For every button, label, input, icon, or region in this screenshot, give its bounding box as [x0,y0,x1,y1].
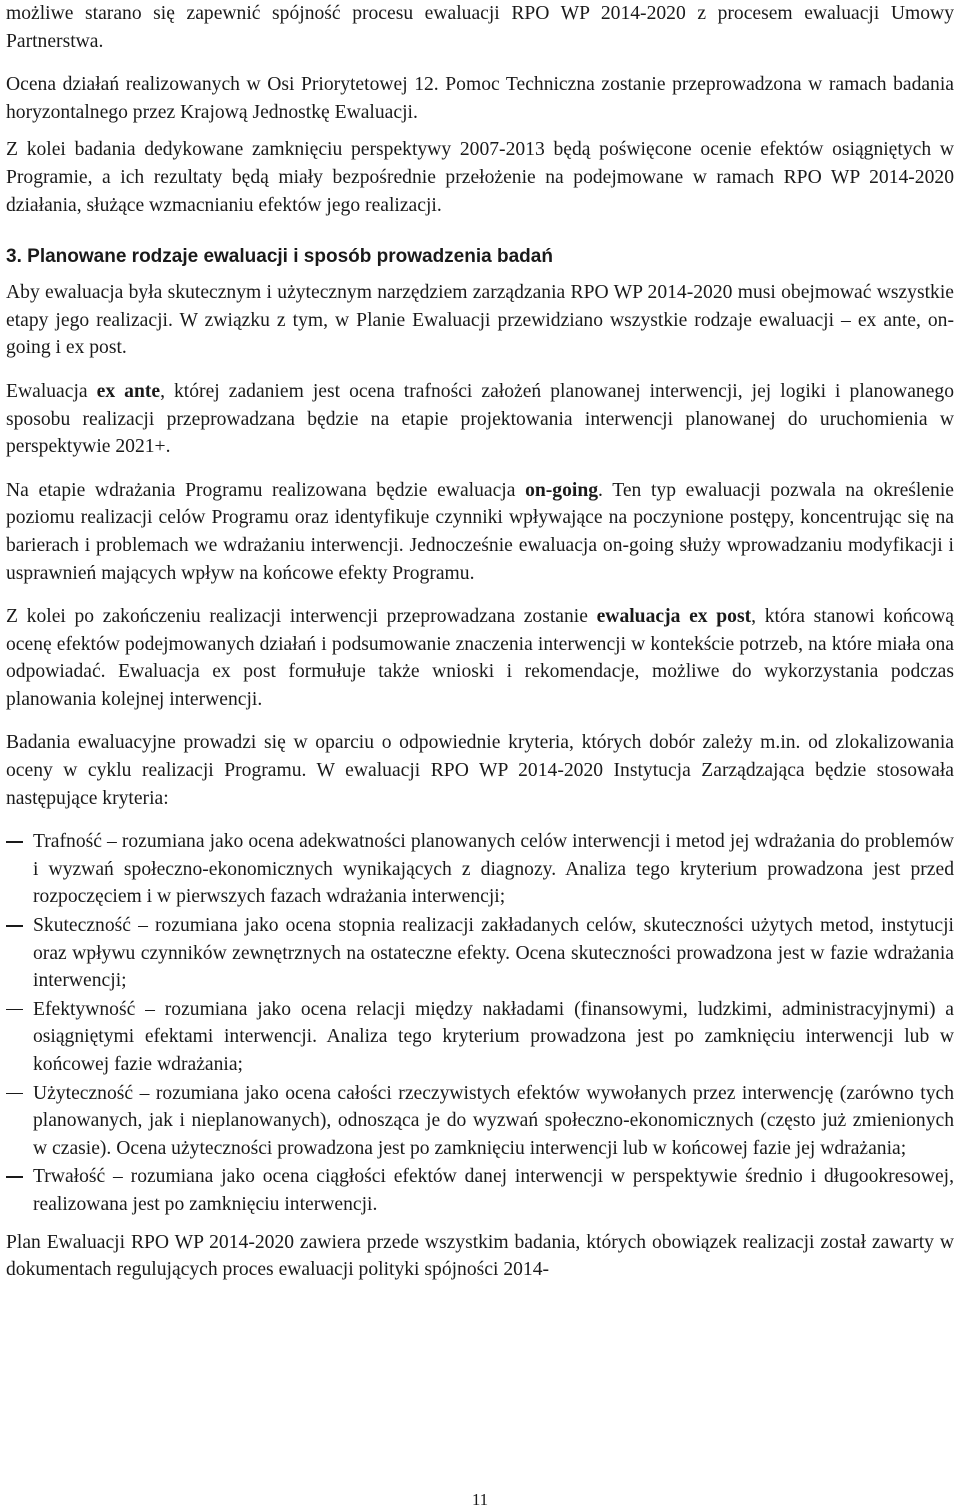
paragraph-partnership: możliwe starano się zapewnić spójność procesu ewaluacji RPO WP 2014-2020 z procesem ewaluacji Umowy Partnerstwa. [6,3,954,52]
criteria-item-sustainability: Trwałość – rozumiana jako ocena ciągłości efektów danej interwencji w perspektywie średnio i długookresowej, realizowana jest po zamknięciu interwencji. [6,1163,954,1218]
paragraph-evaluation-intro: Aby ewaluacja była skutecznym i użytecznym narzędziem zarządzania RPO WP 2014-2020 musi obejmować wszystkie etapy jego realizacji. W związku z tym, w Planie Ewaluacji przewidziano wszystkie rodzaje ewaluacji – ex ante, on-going i ex post. [6,282,954,359]
section-heading [6,243,954,271]
dash-bullet-icon [6,1093,23,1095]
paragraph-on-going: Na etapie wdrażania Programu realizowana będzie ewaluacja on-going. Ten typ ewaluacji pozwala na określenie poziomu realizacji celów Programu oraz identyfikuje czynniki wpływające na poczynione postępy, koncentrując się na barierach i problemach we wdrażaniu interwencji. Jednocześnie ewaluacja on-going służy wprowadzaniu modyfikacji i usprawnień mających wpływ na końcowe efekty Programu. [6,479,954,584]
paragraph-ex-post: Z kolei po zakończeniu realizacji interwencji przeprowadzana zostanie ewaluacja ex post, która stanowi końcową ocenę efektów podejmowanych działań i podsumowanie znaczenia interwencji w kontekście potrzeb, na które miała ona odpowiadać. Ewaluacja ex post formułuje także wnioski i rekomendacje, możliwe do wykorzystania podczas planowania kolejnej interwencji. [6,606,954,710]
paragraph-criteria-intro: Badania ewaluacyjne prowadzi się w oparciu o odpowiednie kryteria, których dobór zależy m.in. od zlokalizowania oceny w cyklu realizacji Programu. W ewaluacji RPO WP 2014-2020 Instytucja Zarządzająca będzie stosowała następujące kryteria: [6,732,954,809]
paragraph-technical-assistance: Ocena działań realizowanych w Osi Priorytetowej 12. Pomoc Techniczna zostanie przeprowadzona w ramach badania horyzontalnego przez Krajową Jednostkę Ewaluacji. [6,74,954,123]
criteria-item-relevance: Trafność – rozumiana jako ocena adekwatności planowanych celów interwencji i metod jej wdrażania do problemów i wyzwań społeczno-ekonomicznych wynikających z diagnozy. Analiza tego kryterium prowadzona jest przed rozpoczęciem i w pierwszych fazach wdrażania interwencji; [6,828,954,911]
dash-bullet-icon [6,841,23,843]
dash-bullet-icon [6,925,23,927]
document-page [6,0,954,1284]
section-number: 3. [6,246,22,268]
criteria-list [6,828,954,1218]
criteria-item-utility: Użyteczność – rozumiana jako ocena całości rzeczywistych efektów wywołanych przez interwencję (zarówno tych planowanych, jak i nieplanowanych), odnosząca je do wyzwań społeczno-ekonomicznych (często już zmienionych w czasie). Ocena użyteczności prowadzona jest po zamknięciu interwencji lub w końcowej fazie jej wdrażania; [6,1080,954,1163]
term-ex-post: ewaluacja ex post [596,606,752,628]
paragraph-ex-ante: Ewaluacja ex ante, której zadaniem jest ocena trafności założeń planowanej interwencji, jej logiki i planowanego sposobu realizacji przeprowadzana będzie na etapie projektowania interwencji planowanej do uruchomienia w perspektywie 2021+. [6,380,954,458]
section-title: Planowane rodzaje ewaluacji i sposób prowadzenia badań [27,246,553,268]
term-ex-ante: ex ante [96,380,161,402]
term-on-going: on-going [525,479,599,501]
paragraph-plan-closing: Plan Ewaluacji RPO WP 2014-2020 zawiera przede wszystkim badania, których obowiązek realizacji został zawarty w dokumentach regulujących proces ewaluacji polityki spójności 2014- [6,1231,954,1281]
paragraph-closing-perspective: Z kolei badania dedykowane zamknięciu perspektywy 2007-2013 będą poświęcone ocenie efektów osiągniętych w Programie, a ich rezultaty będą miały bezpośrednie przełożenie na podejmowane w ramach RPO WP 2014-2020 działania, służące wzmacnianiu efektów jego realizacji. [6,139,954,216]
page-number: 11 [471,1490,489,1509]
dash-bullet-icon [6,1176,23,1178]
criteria-item-effectiveness: Skuteczność – rozumiana jako ocena stopnia realizacji zakładanych celów, skuteczności użytych metod, instytucji oraz wpływu czynników zewnętrznych na ostateczne efekty. Ocena skuteczności prowadzona jest w fazie wdrażania interwencji; [6,912,954,995]
criteria-item-efficiency: Efektywność – rozumiana jako ocena relacji między nakładami (finansowymi, ludzkimi, administracyjnymi) a osiągniętymi efektami interwencji. Analiza tego kryterium prowadzona jest po zamknięciu interwencji lub w końcowej fazie wdrażania; [6,996,954,1079]
dash-bullet-icon [6,1009,23,1011]
